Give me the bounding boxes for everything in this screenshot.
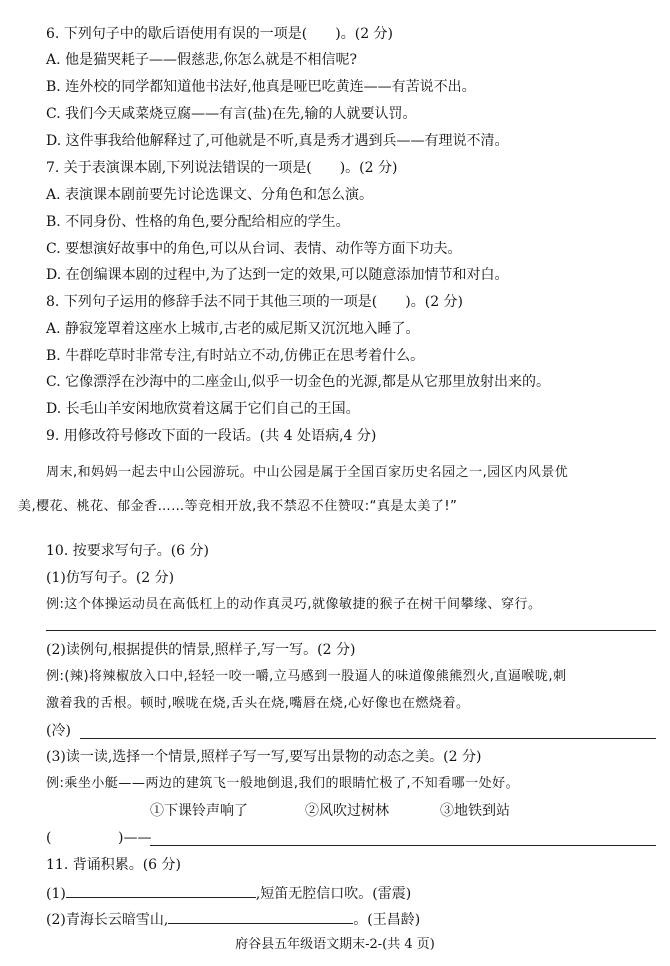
q6-stem: 6. 下列句子中的歇后语使用有误的一项是( )。(2 分) [46,26,394,42]
q10-part1-answer-line[interactable] [46,630,656,631]
q11-line-2 [46,909,420,929]
q7-option-c: C. 要想演好故事中的角色,可以从台词、表情、动作等方面下功夫。 [46,241,462,257]
q10-part3-option-2: ②风吹过树林 [305,803,389,819]
q6-option-c: C. 我们今天咸菜烧豆腐——有言(盐)在先,输的人就要认罚。 [46,106,417,122]
q8-option-c: C. 它像漂浮在沙海中的二座金山,似乎一切金色的光源,都是从它那里放射出来的。 [46,374,551,390]
q9-stem: 9. 用修改符号修改下面的一段话。(共 4 处语病,4 分) [46,428,377,444]
q10-part3-answer-close: )—— [118,830,152,846]
q7-stem: 7. 关于表演课本剧,下列说法错误的一项是( )。(2 分) [46,160,398,176]
q6-option-a: A. 他是猫哭耗子——假慈悲,你怎么就是不相信呢? [46,52,357,68]
q6-option-b: B. 连外校的同学都知道他书法好,他真是哑巴吃黄连——有苦说不出。 [46,79,476,95]
q10-part3-label: (3)读一读,选择一个情景,照样子写一写,要写出景物的动态之美。(2 分) [46,749,482,765]
q10-part3-answer-line[interactable] [150,845,656,846]
q11-line-2-blank[interactable] [168,909,353,924]
page-footer: 府谷县五年级语文期末-2-(共 4 页) [235,937,435,952]
q9-paragraph-line-2: 美,樱花、桃花、郁金香……等竞相开放,我不禁忍不住赞叹:“真是太美了!” [18,499,458,514]
q11-line-2-suffix: 。(王昌龄) [353,912,421,928]
q10-part2-prompt: (冷) [46,723,71,739]
q11-line-1-text: ,短笛无腔信口吹。(雷震) [255,886,412,902]
q9-paragraph-line-1: 周末,和妈妈一起去中山公园游玩。中山公园是属于全国百家历史名园之一,园区内风景优 [46,465,569,480]
q10-part2-label: (2)读例句,根据提供的情景,照样子,写一写。(2 分) [46,642,356,658]
q7-option-b: B. 不同身份、性格的角色,要分配给相应的学生。 [46,214,350,230]
q10-part3-example: 例:乘坐小艇——两边的建筑飞一般地倒退,我们的眼睛忙极了,不知看哪一处好。 [46,776,520,791]
q10-part3-option-3: ③地铁到站 [440,803,510,819]
q6-option-d: D. 这件事我给他解释过了,可他就是不听,真是秀才遇到兵——有理说不清。 [46,133,509,149]
q8-stem: 8. 下列句子运用的修辞手法不同于其他三项的一项是( )。(2 分) [46,294,464,310]
q11-line-1-number: (1) [46,886,66,902]
q10-part1-label: (1)仿写句子。(2 分) [46,570,175,586]
q8-option-b: B. 牛群吃草时非常专注,有时站立不动,仿佛正在思考着什么。 [46,348,425,364]
q10-part2-answer-line[interactable] [80,738,656,739]
q10-stem: 10. 按要求写句子。(6 分) [46,543,209,559]
q8-option-a: A. 静寂笼罩着这座水上城市,古老的威尼斯又沉沉地入睡了。 [46,321,420,337]
q10-part3-option-1: ①下课铃声响了 [150,803,248,819]
q8-option-d: D. 长毛山羊安闲地欣赏着这属于它们自己的王国。 [46,401,360,417]
q10-part1-example: 例:这个体操运动员在高低杠上的动作真灵巧,就像敏捷的猴子在树干间攀缘、穿行。 [46,597,542,612]
q11-stem: 11. 背诵积累。(6 分) [46,857,181,873]
q11-line-1 [46,883,411,903]
q10-part2-example-line-2: 激着我的舌根。顿时,喉咙在烧,舌头在烧,嘴唇在烧,心好像也在燃烧着。 [46,696,470,711]
q10-part2-example-line-1: 例:(辣)将辣椒放入口中,轻轻一咬一嚼,立马感到一股逼人的味道像熊熊烈火,直逼喉咙,刺 [46,669,567,684]
q10-part3-answer-open: ( [46,830,52,846]
q11-line-1-blank[interactable] [66,883,256,898]
q7-option-d: D. 在创编课本剧的过程中,为了达到一定的效果,可以随意添加情节和对白。 [46,267,509,283]
q7-option-a: A. 表演课本剧前要先讨论选课文、分角色和怎么演。 [46,187,374,203]
q11-line-2-prefix: (2)青海长云暗雪山, [46,912,169,928]
